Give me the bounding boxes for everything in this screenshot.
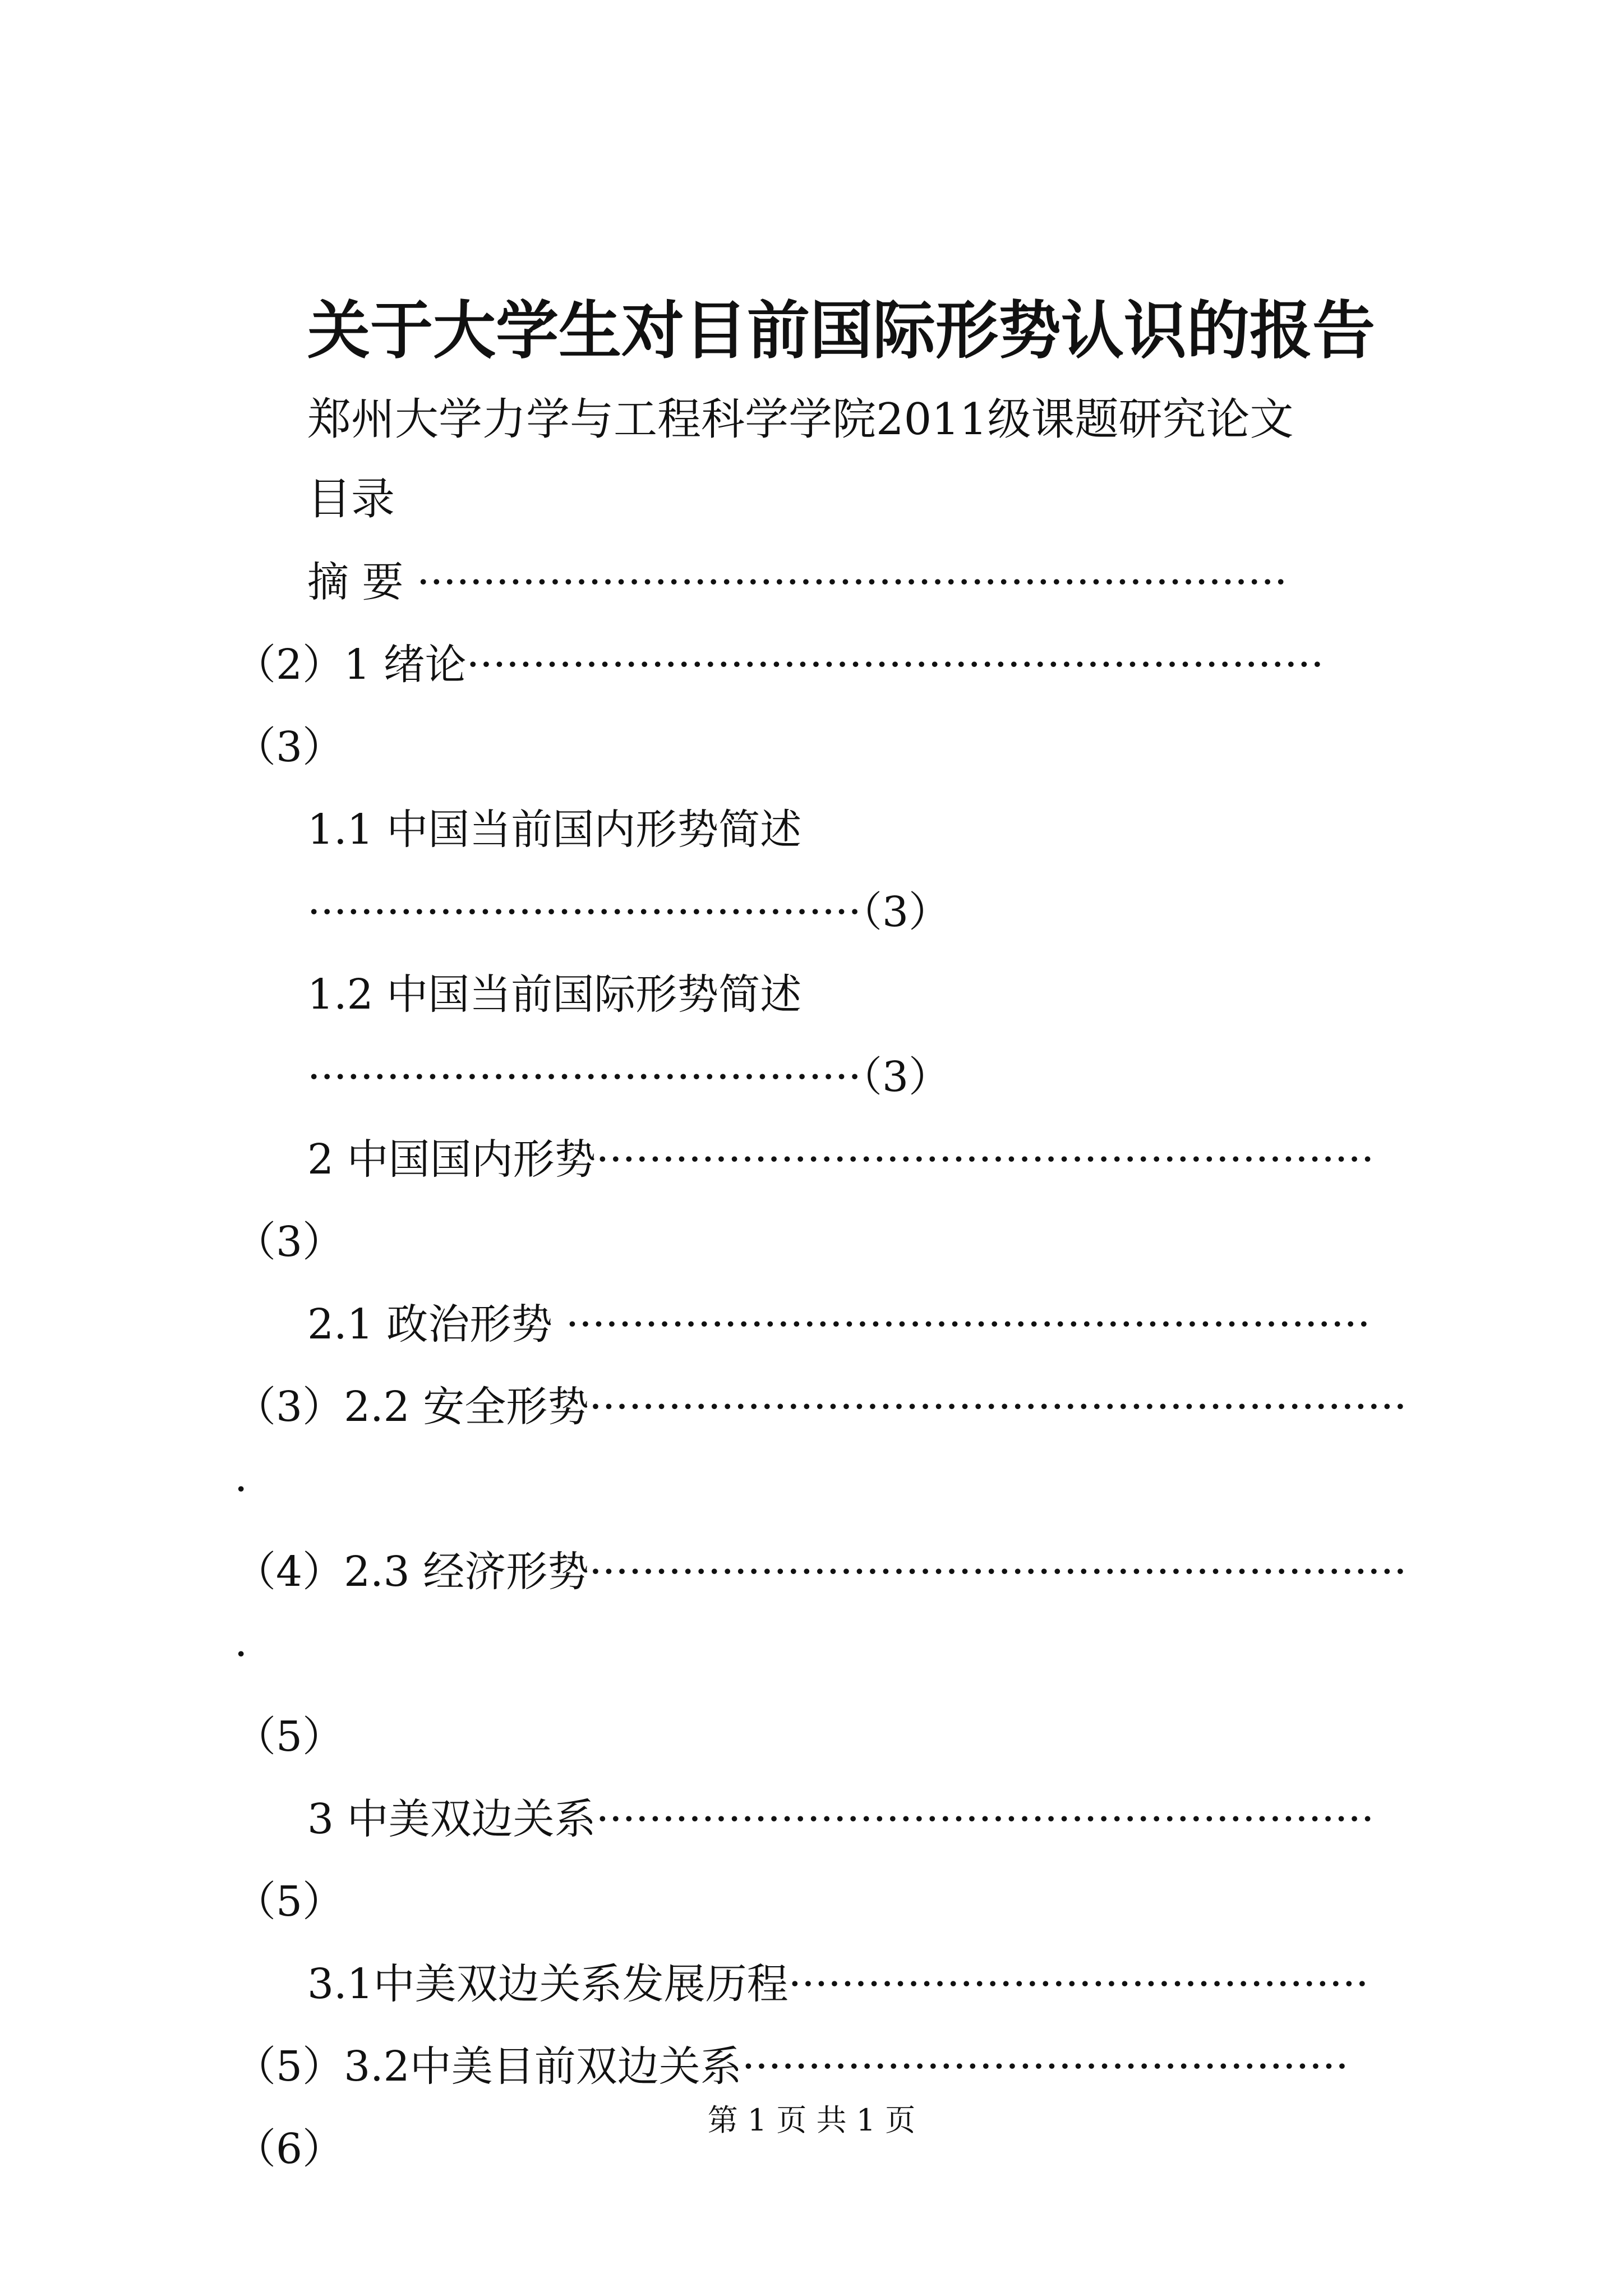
toc-line: （5） [234, 1713, 344, 1761]
toc-line: （4）2.3 经济形势······························································· [234, 1548, 1407, 1678]
toc-line: 2.1 政治形势 ····························································· [307, 1300, 1371, 1349]
toc-line: （3） [234, 1218, 344, 1266]
toc-line: （3） [234, 723, 344, 771]
toc-line: （5） [234, 1878, 344, 1926]
toc-line: 1.1 中国当前国内形势简述 [307, 806, 802, 854]
toc-line: （6） [234, 2125, 344, 2173]
document-subtitle: 郑州大学力学与工程科学学院2011级课题研究论文 [307, 394, 1294, 445]
toc-heading: 目录 [307, 474, 395, 524]
table-of-contents [234, 541, 1409, 2191]
toc-line: 摘 要 ·································································· [307, 558, 1288, 606]
toc-line: ··········································（3） [307, 888, 951, 936]
toc-line: 3.1中美双边关系发展历程············································ [307, 1960, 1369, 2008]
toc-line: （2）1 绪论································································· [234, 641, 1324, 689]
toc-line: （3）2.2 安全形势······························································· [234, 1383, 1407, 1513]
page-footer: 第 1 页 共 1 页 [707, 2102, 916, 2138]
toc-line: 3 中美双边关系··························································· [307, 1795, 1375, 1843]
document-title: 关于大学生对目前国际形势认识的报告 [307, 294, 1375, 367]
toc-line: 1.2 中国当前国际形势简述 [307, 970, 802, 1019]
toc-line: ··········································（3） [307, 1053, 951, 1101]
toc-line: 2 中国国内形势··························································· [307, 1135, 1375, 1184]
toc-line: （5）3.2中美目前双边关系·············································· [234, 2042, 1349, 2091]
